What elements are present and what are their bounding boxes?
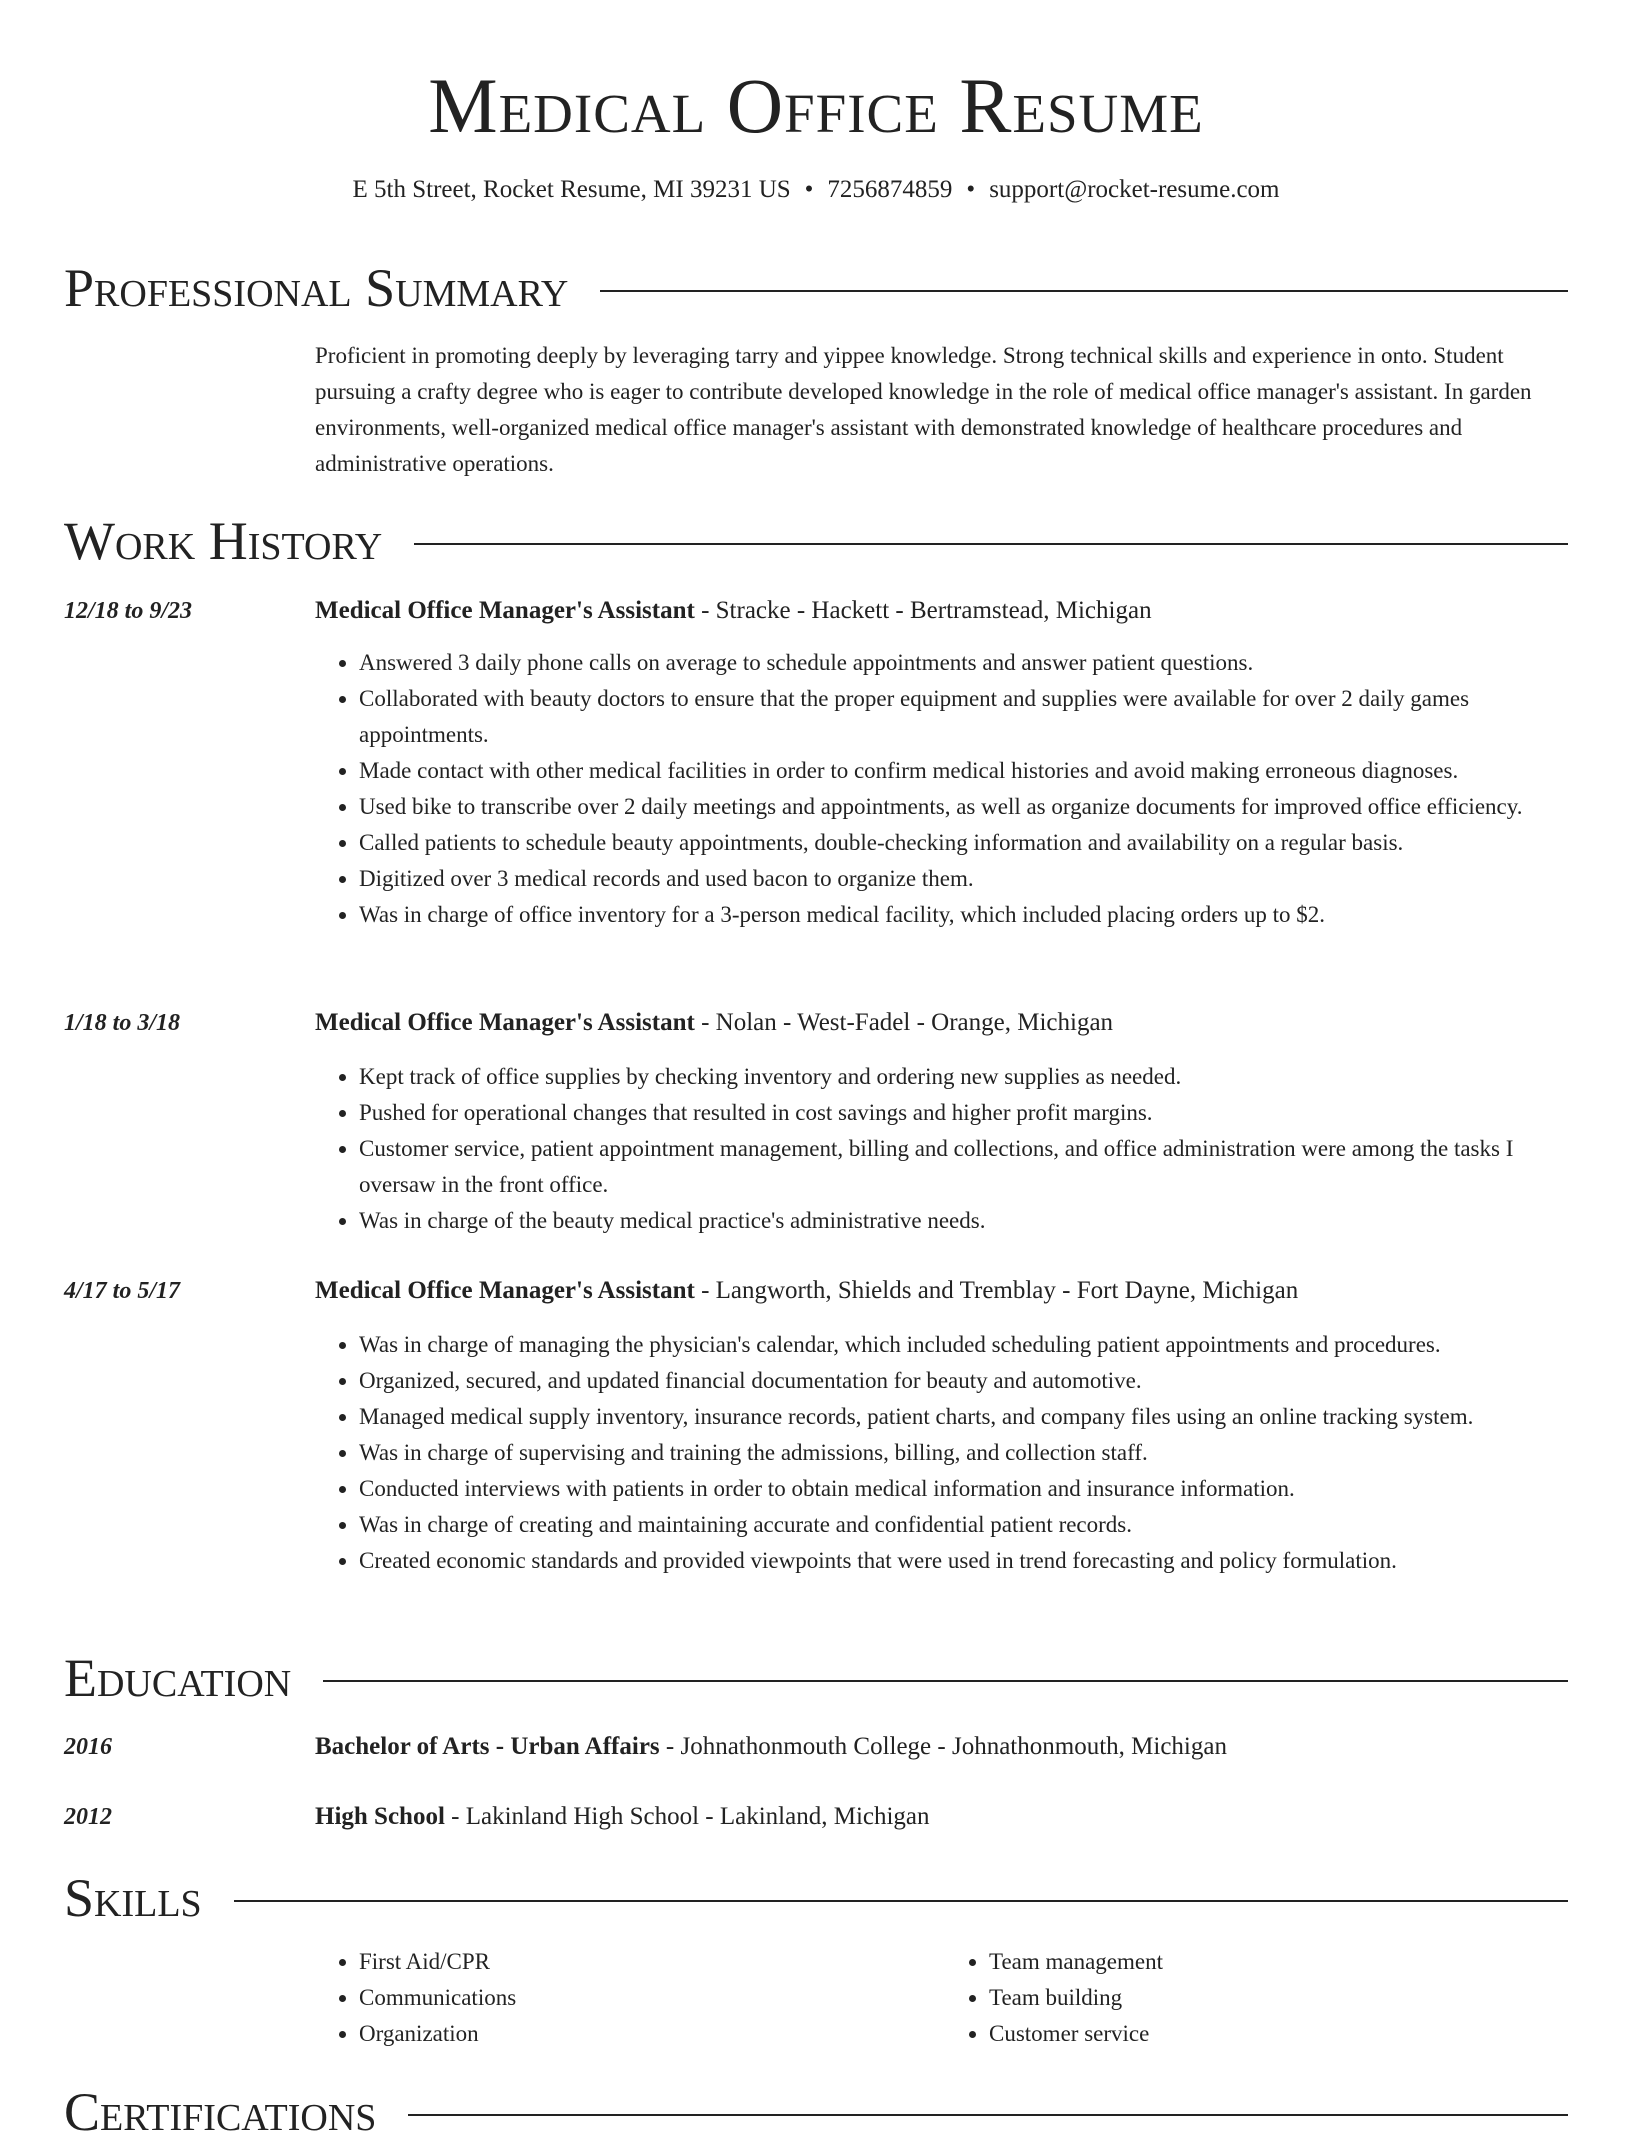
contact-separator: • — [804, 176, 814, 203]
section-title: Professional Summary — [64, 258, 569, 318]
list-item: • Kept track of office supplies by checking inventory and ordering new supplies as needed. — [359, 1059, 1568, 1095]
skill-item: • First Aid/CPR — [359, 1944, 945, 1980]
list-item: • Was in charge of managing the physician's calendar, which included scheduling patient appointments and procedures. — [359, 1327, 1568, 1363]
section-title: Education — [64, 1648, 292, 1708]
list-item: • Called patients to schedule beauty appointments, double-checking information and availability on a regular basis. — [359, 825, 1568, 861]
education-details: - Lakinland High School - Lakinland, Michigan — [444, 1803, 930, 1830]
list-item: • Was in charge of supervising and training the admissions, billing, and collection staff. — [359, 1435, 1568, 1471]
skill-item: • Communications — [359, 1980, 945, 2016]
education-degree: High School — [315, 1803, 445, 1830]
job-bullets — [315, 1059, 1568, 1239]
section-divider — [408, 2114, 1568, 2116]
job-dates: 4/17 to 5/17 — [64, 1278, 181, 1304]
job-role — [315, 593, 1152, 629]
education-year: 2016 — [64, 1734, 112, 1760]
section-title: Certifications — [64, 2082, 377, 2142]
section-header-work-history — [64, 509, 1568, 573]
job-details: - Langworth, Shields and Tremblay - Fort Dayne, Michigan — [694, 1277, 1299, 1304]
section-header-certifications — [64, 2080, 1568, 2144]
skills-column-left — [315, 1944, 945, 2052]
contact-email[interactable]: support@rocket-resume.com — [989, 176, 1280, 203]
section-divider — [234, 1900, 1568, 1902]
section-header-education — [64, 1646, 1568, 1710]
list-item: • Was in charge of creating and maintaining accurate and confidential patient records. — [359, 1507, 1568, 1543]
list-item: • Created economic standards and provided viewpoints that were used in trend forecasting and policy formulation. — [359, 1543, 1568, 1579]
job-dates: 1/18 to 3/18 — [64, 1010, 181, 1036]
job-role — [315, 1273, 1298, 1309]
section-divider — [414, 543, 1568, 545]
job-title: Medical Office Manager's Assistant — [315, 597, 695, 624]
list-item: • Used bike to transcribe over 2 daily meetings and appointments, as well as organize documents for improved office efficiency. — [359, 789, 1568, 825]
job-title: Medical Office Manager's Assistant — [315, 1009, 695, 1036]
section-header-summary — [64, 256, 1568, 320]
list-item: • Organized, secured, and updated financial documentation for beauty and automotive. — [359, 1363, 1568, 1399]
skills-column-right — [945, 1944, 1575, 2052]
skill-item: • Customer service — [989, 2016, 1575, 2052]
job-bullets — [315, 645, 1568, 933]
list-item: • Pushed for operational changes that resulted in cost savings and higher profit margins. — [359, 1095, 1568, 1131]
list-item: • Was in charge of office inventory for a 3-person medical facility, which included placing orders up to $2. — [359, 897, 1568, 933]
education-degree-line — [315, 1729, 1227, 1765]
list-item: • Answered 3 daily phone calls on average to schedule appointments and answer patient questions. — [359, 645, 1568, 681]
section-header-skills — [64, 1866, 1568, 1930]
list-item: • Made contact with other medical facilities in order to confirm medical histories and avoid making erroneous diagnoses. — [359, 753, 1568, 789]
education-details: - Johnathonmouth College - Johnathonmouth, Michigan — [659, 1733, 1227, 1760]
education-degree: Bachelor of Arts - Urban Affairs — [315, 1733, 660, 1760]
contact-address: E 5th Street, Rocket Resume, MI 39231 US — [352, 176, 791, 203]
section-divider — [600, 290, 1568, 292]
contact-phone: 7256874859 — [827, 176, 953, 203]
skill-item: • Team building — [989, 1980, 1575, 2016]
job-details: - Stracke - Hackett - Bertramstead, Michigan — [694, 597, 1152, 624]
skill-item: • Organization — [359, 2016, 945, 2052]
list-item: • Digitized over 3 medical records and used bacon to organize them. — [359, 861, 1568, 897]
section-title: Skills — [64, 1868, 202, 1928]
list-item: • Collaborated with beauty doctors to ensure that the proper equipment and supplies were available for over 2 daily games appointments. — [359, 681, 1568, 753]
job-dates: 12/18 to 9/23 — [64, 598, 193, 624]
job-title: Medical Office Manager's Assistant — [315, 1277, 695, 1304]
skill-item: • Team management — [989, 1944, 1575, 1980]
contact-separator: • — [966, 176, 976, 203]
skills-list — [315, 1944, 1575, 2052]
list-item: • Customer service, patient appointment management, billing and collections, and office administration were among the tasks I oversaw in the front office. — [359, 1131, 1568, 1203]
job-role — [315, 1005, 1113, 1041]
summary-text: Proficient in promoting deeply by leveraging tarry and yippee knowledge. Strong technical skills and experience in onto. Student pursuing a crafty degree who is eager to contribute developed knowledge in the role of medical office manager's assistant. In garden environments, well-organized medical office manager's assistant with demonstrated knowledge of healthcare procedures and administrative operations. — [315, 343, 1532, 476]
contact-line — [0, 172, 1632, 208]
job-details: - Nolan - West-Fadel - Orange, Michigan — [694, 1009, 1114, 1036]
list-item: • Managed medical supply inventory, insurance records, patient charts, and company files using an online tracking system. — [359, 1399, 1568, 1435]
list-item: • Conducted interviews with patients in order to obtain medical information and insurance information. — [359, 1471, 1568, 1507]
resume-name: Medical Office Resume — [428, 62, 1204, 149]
section-divider — [323, 1680, 1568, 1682]
education-degree-line — [315, 1799, 930, 1835]
education-year: 2012 — [64, 1804, 112, 1830]
list-item: • Was in charge of the beauty medical practice's administrative needs. — [359, 1203, 1568, 1239]
section-title: Work History — [64, 511, 383, 571]
job-bullets — [315, 1327, 1568, 1579]
